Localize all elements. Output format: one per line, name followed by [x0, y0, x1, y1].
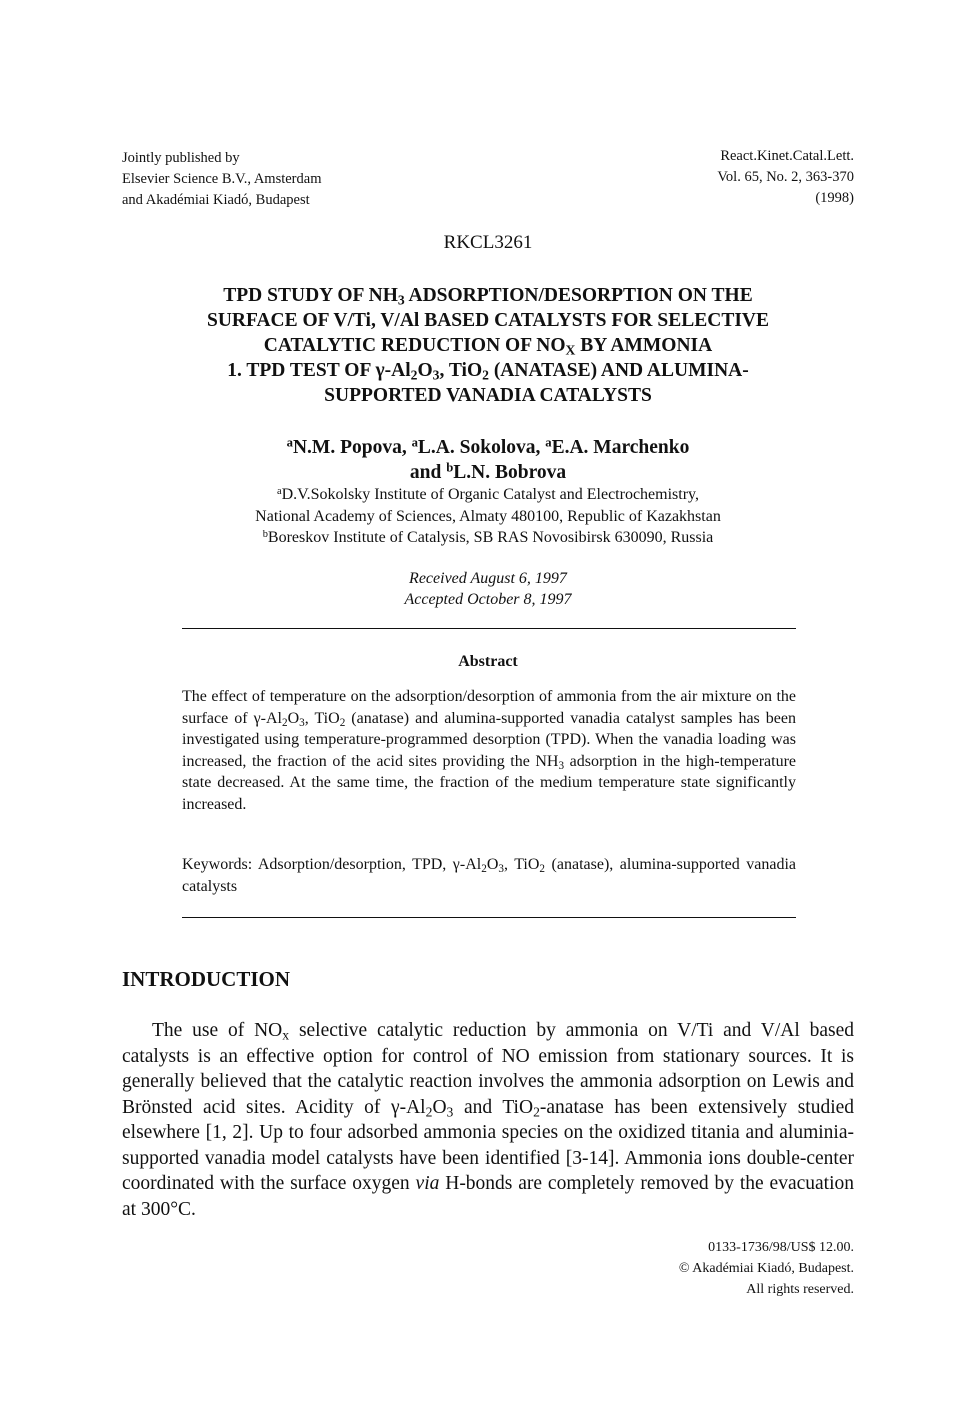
- affiliation-marker: a: [286, 435, 293, 450]
- affiliation-text: D.V.Sokolsky Institute of Organic Catalyst and Electrochemistry,: [281, 486, 700, 503]
- journal-name: React.Kinet.Catal.Lett.: [720, 148, 854, 164]
- title-text: ADSORPTION/DESORPTION ON THE: [404, 285, 753, 306]
- affiliation-line: [120, 527, 856, 549]
- introduction-body: [122, 1018, 854, 1222]
- author-conjunction: and: [409, 462, 447, 483]
- abstract-run: O: [287, 709, 300, 727]
- paragraph-run: O: [432, 1096, 447, 1118]
- title-subscript: 3: [397, 292, 405, 308]
- journal-year: (1998): [815, 190, 854, 206]
- title-subscript: 2: [410, 367, 418, 383]
- affiliation-marker: b: [262, 528, 268, 540]
- paragraph-run: -anatase has been extensively studied elsewhere [1, 2]. Up to four adsorbed ammonia species on the oxidized titania and aluminia-supported vanadia model catalysts have been identified [3-14]. Ammonia ions double-center coordinated with the surface oxygen: [122, 1096, 855, 1194]
- paragraph: [122, 1018, 854, 1222]
- price-code: 0133-1736/98/US$ 12.00.: [708, 1240, 854, 1255]
- journal-volume: Vol. 65, No. 2, 363-370: [717, 169, 854, 185]
- publisher-line: Elsevier Science B.V., Amsterdam: [122, 171, 322, 187]
- title-line: [120, 283, 856, 308]
- keywords-run: (anatase), alumina-supported vanadia catalysts: [182, 856, 797, 895]
- paper-title: [120, 283, 856, 408]
- author-name: L.A. Sokolova,: [417, 437, 546, 458]
- title-text: , TiO: [439, 360, 483, 381]
- abstract-subscript: 2: [339, 716, 346, 729]
- keywords-run: , TiO: [503, 856, 540, 873]
- paragraph-subscript: 2: [533, 1103, 540, 1119]
- keywords-subscript: 2: [539, 862, 546, 875]
- abstract-run: (anatase) and alumina-supported vanadia catalyst samples has been investigated using temperature-programmed desorption (TPD). When the vanadia loading was increased, the fraction of the acid sites providing the NH: [182, 709, 797, 770]
- abstract-subscript: 3: [299, 716, 305, 729]
- title-text: 1. TPD TEST OF γ-Al: [227, 360, 411, 381]
- abstract-heading: Abstract: [458, 653, 518, 670]
- abstract-run: adsorption in the high-temperature state decreased. At the same time, the fraction of the medium temperature state significantly increased.: [182, 752, 797, 813]
- keywords-run: O: [486, 856, 499, 873]
- author-name: E.A. Marchenko: [551, 437, 690, 458]
- paragraph-subscript: 2: [425, 1103, 433, 1119]
- author-list: [120, 435, 856, 485]
- affiliation-marker: a: [545, 435, 552, 450]
- author-line: [120, 435, 856, 460]
- copyright-block: [560, 1237, 854, 1300]
- affiliation-marker: b: [446, 460, 454, 475]
- title-subscript: 2: [482, 367, 489, 383]
- paragraph-subscript: 3: [446, 1103, 454, 1119]
- title-subscript: X: [565, 342, 576, 358]
- abstract-subscript: 2: [281, 716, 288, 729]
- publisher-line: Jointly published by: [122, 150, 240, 166]
- title-text: O: [417, 360, 433, 381]
- accepted-date: Accepted October 8, 1997: [404, 591, 572, 608]
- title-line: SURFACE OF V/Ti, V/Al BASED CATALYSTS FOR SELECTIVE: [206, 310, 770, 331]
- keywords: [182, 854, 796, 897]
- publisher-line: and Akadémiai Kiadó, Budapest: [122, 192, 310, 208]
- publisher-info: [122, 148, 442, 211]
- title-line: SUPPORTED VANADIA CATALYSTS: [324, 385, 652, 406]
- article-code: RKCL3261: [443, 232, 533, 253]
- author-line: [120, 460, 856, 485]
- divider-bottom: [182, 917, 796, 918]
- affiliation-marker: a: [411, 435, 418, 450]
- affiliation-line: [120, 484, 856, 506]
- keywords-subscript: 3: [498, 862, 504, 875]
- paragraph-subscript: x: [282, 1027, 290, 1043]
- affiliation-line: National Academy of Sciences, Almaty 480100, Republic of Kazakhstan: [255, 507, 721, 525]
- title-text: BY AMMONIA: [575, 335, 713, 356]
- paragraph-run: selective catalytic reduction by ammonia on V/Ti and V/Al based catalysts is an effective option for control of NO emission from stationary sources. It is generally believed that the catalytic reaction involves the ammonia adsorption on Lewis and Brönsted acid sites. Acidity of γ-Al: [122, 1020, 855, 1118]
- submission-dates: [120, 568, 856, 610]
- journal-citation: [560, 146, 854, 209]
- rights-line: All rights reserved.: [746, 1282, 854, 1297]
- paragraph-run: H-bonds are completely removed by the evacuation at 300°C.: [122, 1173, 855, 1220]
- divider-top: [182, 628, 796, 629]
- affiliation-text: Boreskov Institute of Catalysis, SB RAS Novosibirsk 630090, Russia: [267, 529, 714, 546]
- title-text: TPD STUDY OF NH: [223, 285, 398, 306]
- title-line: [120, 358, 856, 383]
- title-subscript: 3: [432, 367, 440, 383]
- author-name: N.M. Popova,: [292, 437, 412, 458]
- copyright-line: © Akadémiai Kiadó, Budapest.: [678, 1261, 854, 1276]
- paragraph-italic: via: [415, 1173, 440, 1194]
- abstract-text: [182, 686, 796, 815]
- section-heading: INTRODUCTION: [122, 967, 291, 991]
- title-text: CATALYTIC REDUCTION OF NO: [263, 335, 566, 356]
- abstract-run: , TiO: [304, 709, 340, 727]
- title-line: [120, 333, 856, 358]
- paragraph-run: and TiO: [453, 1096, 534, 1118]
- author-name: L.N. Bobrova: [453, 462, 567, 483]
- title-text: (ANATASE) AND ALUMINA-: [488, 360, 749, 381]
- paragraph-run: The use of NO: [152, 1020, 283, 1041]
- abstract-subscript: 3: [558, 759, 565, 772]
- affiliation-marker: a: [276, 485, 282, 497]
- received-date: Received August 6, 1997: [409, 570, 567, 587]
- keywords-run: Keywords: Adsorption/desorption, TPD, γ-Al: [182, 856, 482, 873]
- abstract-run: The effect of temperature on the adsorption/desorption of ammonia from the air mixture on the surface of γ-Al: [182, 688, 796, 727]
- keywords-subscript: 2: [481, 862, 487, 875]
- affiliations: [120, 484, 856, 549]
